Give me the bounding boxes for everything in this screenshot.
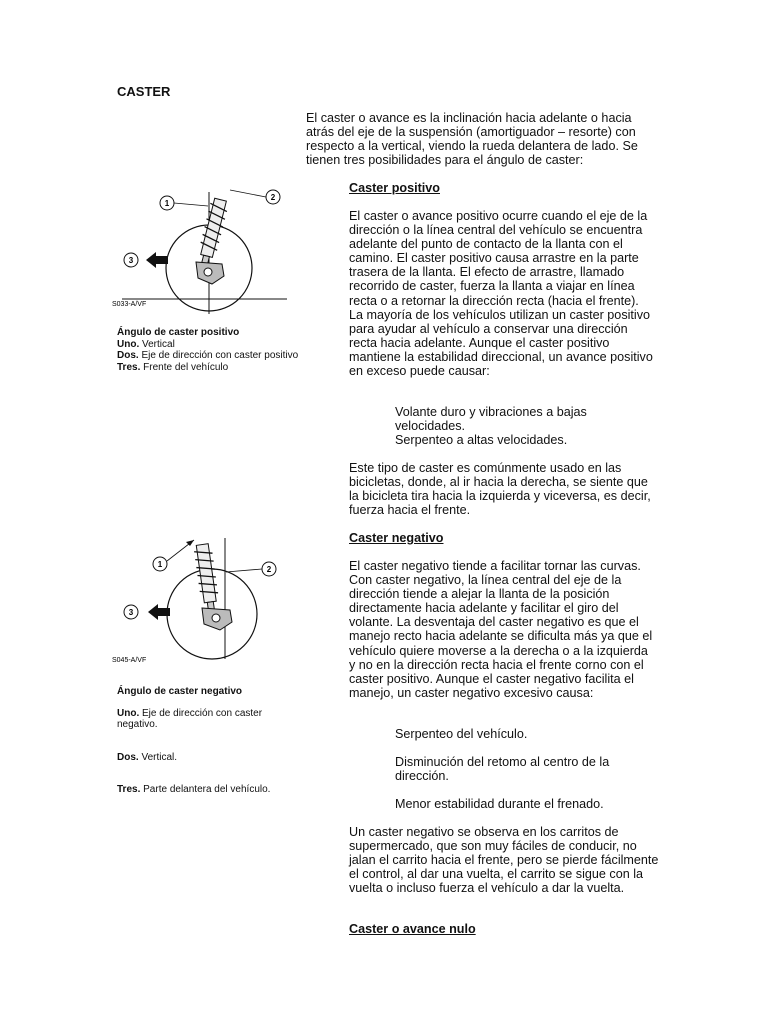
- callout-2: 2: [270, 193, 276, 202]
- positive-effect-item: Serpenteo a altas velocidades.: [395, 433, 568, 447]
- caption-item-text: Eje de dirección con caster negativo.: [117, 707, 263, 731]
- caption-item: [117, 784, 302, 796]
- positive-effect-item: Volante duro y vibraciones a bajas velocidades.: [395, 405, 587, 434]
- negative-effect-item: Menor estabilidad durante el frenado.: [395, 797, 604, 811]
- caption-title: Ángulo de caster negativo: [117, 686, 243, 697]
- caption-item-text: Frente del vehículo: [143, 361, 229, 373]
- caption-item-label: Tres.: [117, 361, 141, 373]
- negative-caster-caption: [117, 686, 302, 796]
- caption-item: [117, 708, 302, 731]
- figure-code: S045-A/VF: [112, 657, 147, 664]
- caption-item: [117, 339, 302, 351]
- callout-1: 1: [157, 560, 163, 569]
- negative-effect-item: Serpenteo del vehículo.: [395, 727, 528, 741]
- callout-1: 1: [164, 199, 170, 208]
- caption-item-text: Vertical: [142, 338, 175, 350]
- negative-caster-paragraph: El caster negativo tiende a facilitar tornar las curvas. Con caster negativo, la línea central del eje de la dirección tiende a alejar la llanta de la posición directamente hacia adelante y facilitar el giro del volante. La desventaja del caster negativo es que el manejo recto hacia adelante se dificulta más ya que el vehículo quiere moverse a la derecha o a la izquierda y no en la dirección recta hacia el frente corno con el caster positivo. Aunque el caster negativo facilita el manejo, un caster negativo excesivo causa:: [349, 559, 653, 700]
- caption-title: Ángulo de caster positivo: [117, 327, 240, 338]
- caption-item-label: Dos.: [117, 350, 139, 362]
- caption-item-label: Tres.: [117, 784, 141, 796]
- positive-caster-diagram: [112, 184, 292, 320]
- negative-caster-example: Un caster negativo se observa en los carritos de supermercado, que son muy fáciles de conducir, no jalan el carrito hacia el frente, pero se pierde fácilmente el control, al dar una vuelta, el carrito se sigue con la vuelta o incluso fuerza el vehículo a dar la vuelta.: [349, 825, 659, 896]
- arrow-left-icon: [146, 252, 168, 268]
- negative-caster-diagram: [112, 534, 292, 670]
- positive-caster-paragraph: El caster o avance positivo ocurre cuando el eje de la dirección o la línea central del vehículo se encuentra adelante del punto de contacto de la llanta con el camino. El caster positivo causa arrastre en la parte trasera de la llanta. El efecto de arrastre, llamado recorrido de caster, fuerza la llanta a viajar en línea recta o a retornar la dirección recta (hacia el frente). La mayoría de los vehículos utilizan un caster positivo para ayudar al vehículo a conservar una dirección recta hacia adelante. Aunque el caster positivo mantiene la estabilidad direccional, un avance positivo en exceso puede causar:: [349, 209, 653, 379]
- callout-2: 2: [266, 565, 272, 574]
- caption-item-text: Vertical.: [141, 751, 178, 763]
- positive-caster-caption: [117, 327, 302, 373]
- caption-item: [117, 752, 302, 764]
- callout-3: 3: [128, 256, 134, 265]
- figure-code: S033-A/VF: [112, 301, 147, 308]
- caption-item: [117, 350, 302, 362]
- positive-caster-example: Este tipo de caster es comúnmente usado en las bicicletas, donde, al ir hacia la derecha, se siente que la bicicleta tira hacia la izquierda y viceversa, es decir, fuerza hacia el frente.: [349, 461, 651, 518]
- caption-item: [117, 362, 302, 374]
- negative-caster-heading: Caster negativo: [349, 531, 444, 545]
- caption-item-text: Parte delantera del vehículo.: [143, 784, 271, 796]
- callout-3: 3: [128, 608, 134, 617]
- positive-caster-heading: Caster positivo: [349, 181, 440, 195]
- intro-paragraph: El caster o avance es la inclinación hacia adelante o hacia atrás del eje de la suspensión (amortiguador – resorte) con respecto a la vertical, viendo la rueda delantera de lado. Se tienen tres posibilidades para el ángulo de caster:: [306, 111, 638, 168]
- caption-item-text: Eje de dirección con caster positivo: [141, 350, 299, 362]
- caption-item-label: Uno.: [117, 707, 140, 719]
- null-caster-heading: Caster o avance nulo: [349, 922, 476, 936]
- caption-item-label: Uno.: [117, 338, 140, 350]
- negative-effect-item: Disminución del retomo al centro de la dirección.: [395, 755, 610, 784]
- page-title: CASTER: [117, 84, 171, 99]
- caption-item-label: Dos.: [117, 751, 139, 763]
